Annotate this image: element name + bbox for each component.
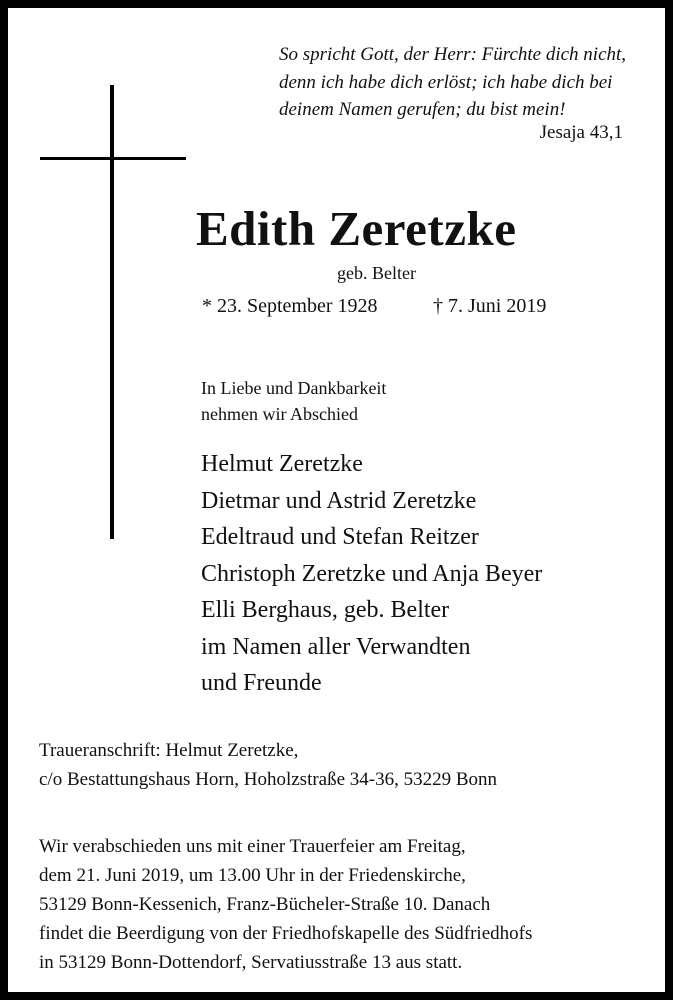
mourners-list	[201, 446, 542, 702]
farewell-line: nehmen wir Abschied	[201, 404, 358, 424]
mourner: und Freunde	[201, 670, 322, 696]
service-line: Wir verabschieden uns mit einer Trauerfeier am Freitag,	[39, 836, 466, 857]
mourner: Edeltraud und Stefan Reitzer	[201, 524, 479, 550]
verse-reference: Jesaja 43,1	[539, 122, 623, 143]
mourner: Elli Berghaus, geb. Belter	[201, 597, 450, 623]
birth-date: * 23. September 1928	[202, 295, 378, 317]
mourning-address	[39, 736, 497, 794]
farewell-line: In Liebe und Dankbarkeit	[201, 378, 387, 398]
verse-line: denn ich habe dich erlöst; ich habe dich bei	[279, 71, 613, 93]
service-line: 53129 Bonn-Kessenich, Franz-Bücheler-Straße 10. Danach	[39, 894, 491, 915]
mourner: im Namen aller Verwandten	[201, 633, 471, 660]
maiden-name: geb. Belter	[337, 263, 416, 283]
mourner: Dietmar und Astrid Zeretzke	[201, 487, 477, 514]
service-line: dem 21. Juni 2019, um 13.00 Uhr in der Friedenskirche,	[39, 865, 466, 886]
deceased-name: Edith Zeretzke	[196, 201, 517, 256]
mourner: Christoph Zeretzke und Anja Beyer	[201, 560, 543, 587]
verse-line: deinem Namen gerufen; du bist mein!	[279, 99, 566, 120]
address-line: Traueranschrift: Helmut Zeretzke,	[39, 740, 299, 761]
service-line: findet die Beerdigung von der Friedhofskapelle des Südfriedhofs	[39, 923, 533, 944]
farewell-text	[201, 375, 386, 427]
cross-horizontal-bar	[40, 157, 186, 160]
mourner: Helmut Zeretzke	[201, 451, 363, 477]
address-line: c/o Bestattungshaus Horn, Hoholzstraße 34-36, 53229 Bonn	[39, 769, 498, 790]
verse-line: So spricht Gott, der Herr: Fürchte dich nicht,	[279, 44, 627, 65]
cross-vertical-bar	[110, 85, 114, 539]
funeral-service-info	[39, 832, 532, 977]
bible-verse	[279, 41, 626, 124]
death-date: † 7. Juni 2019	[433, 295, 547, 317]
service-line: in 53129 Bonn-Dottendorf, Servatiusstraße 13 aus statt.	[39, 952, 463, 973]
